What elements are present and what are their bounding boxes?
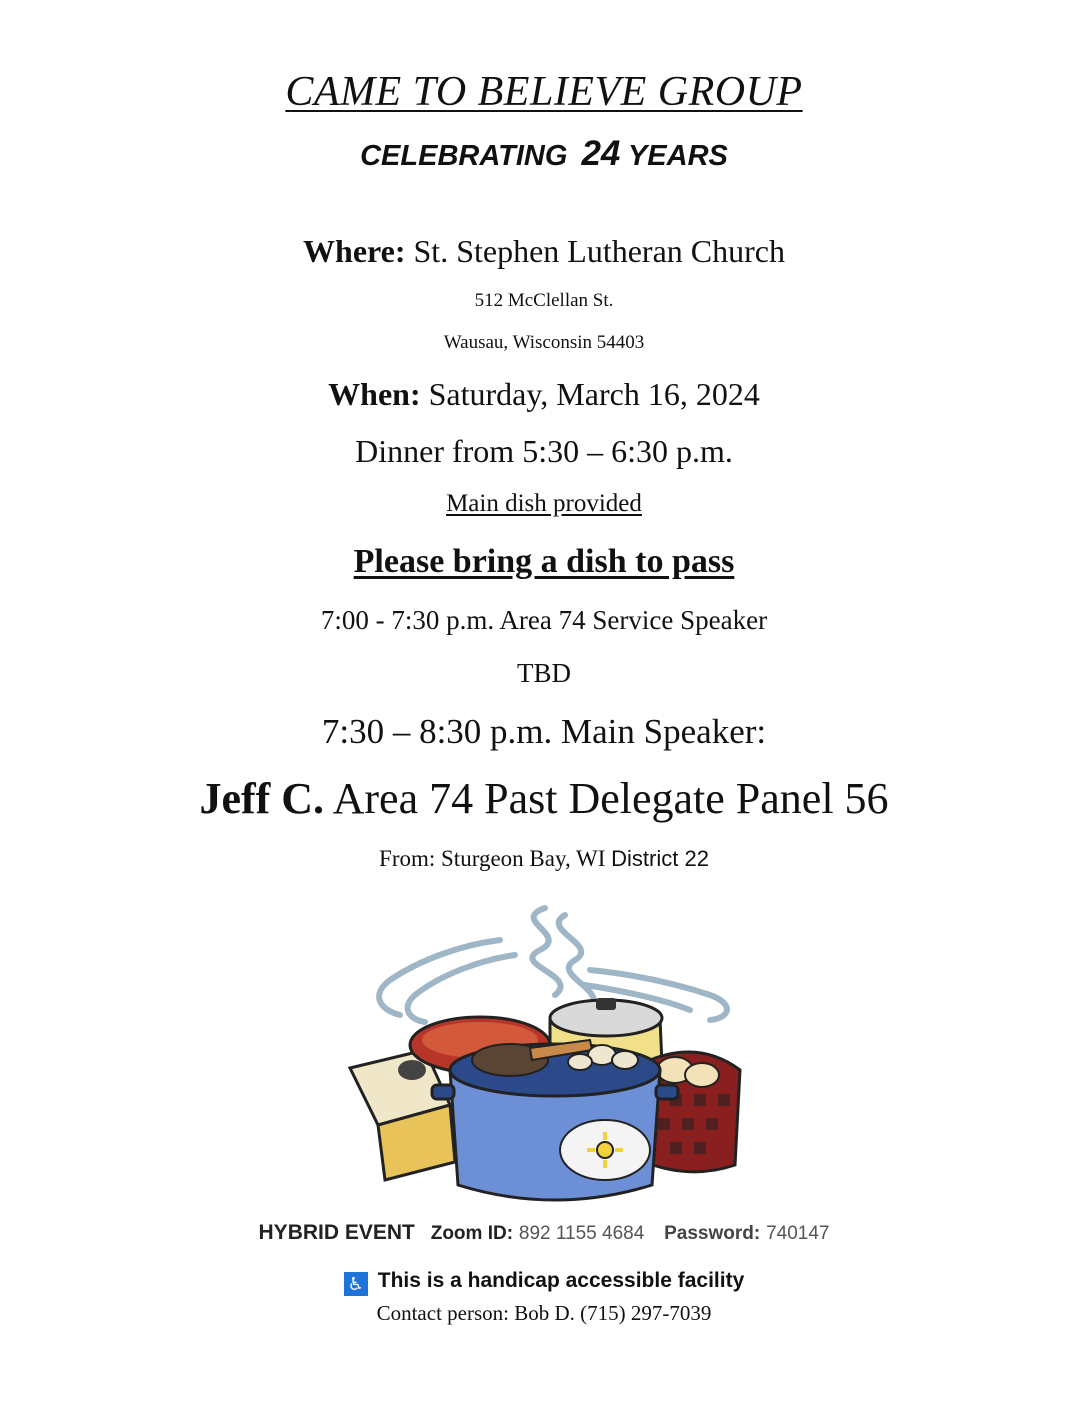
accessibility-text: This is a handicap accessible facility [377,1269,745,1292]
city-address: Wausau, Wisconsin 54403 [443,332,645,353]
main-speaker-line [0,773,1088,824]
district: District 22 [611,846,709,871]
service-speaker-time: 7:00 - 7:30 p.m. Area 74 Service Speaker [320,605,768,635]
anniversary-subtitle [0,134,1088,174]
password: 740147 [766,1223,830,1244]
where-line [0,233,1088,270]
speaker-role: Area 74 Past Delegate Panel 56 [332,774,889,823]
steam-icon [379,908,727,1022]
street-address: 512 McClellan St. [474,290,614,311]
main-speaker-time: 7:30 – 8:30 p.m. Main Speaker: [321,712,767,751]
when-label: When: [328,376,421,412]
origin-text: From: Sturgeon Bay, WI [379,846,606,871]
potluck-dishes-illustration [340,900,750,1220]
speaker-origin [0,846,1088,872]
subtitle-prefix: CELEBRATING [360,140,568,172]
years-number: 24 [581,134,621,173]
wheelchair-icon: ♿ [344,1272,368,1296]
dinner-time: Dinner from 5:30 – 6:30 p.m. [355,433,733,469]
password-label: Password: [664,1223,761,1244]
zoom-id: 892 1155 4684 [518,1223,645,1244]
subtitle-suffix: YEARS [627,140,728,172]
where-label: Where: [303,233,406,269]
service-speaker-name: TBD [517,658,571,688]
accessibility-note [0,1269,1088,1296]
event-date: Saturday, March 16, 2024 [428,376,760,412]
hybrid-label: HYBRID EVENT [258,1221,415,1244]
hybrid-event-info [0,1221,1088,1245]
speaker-name: Jeff C. [199,774,325,823]
main-dish-note: Main dish provided [446,490,642,517]
bring-dish-note: Please bring a dish to pass [353,543,735,580]
when-line [0,376,1088,413]
contact-person: Contact person: Bob D. (715) 297-7039 [376,1301,712,1325]
page-title: CAME TO BELIEVE GROUP [285,69,803,115]
venue-name: St. Stephen Lutheran Church [413,233,785,269]
zoom-id-label: Zoom ID: [430,1223,514,1244]
